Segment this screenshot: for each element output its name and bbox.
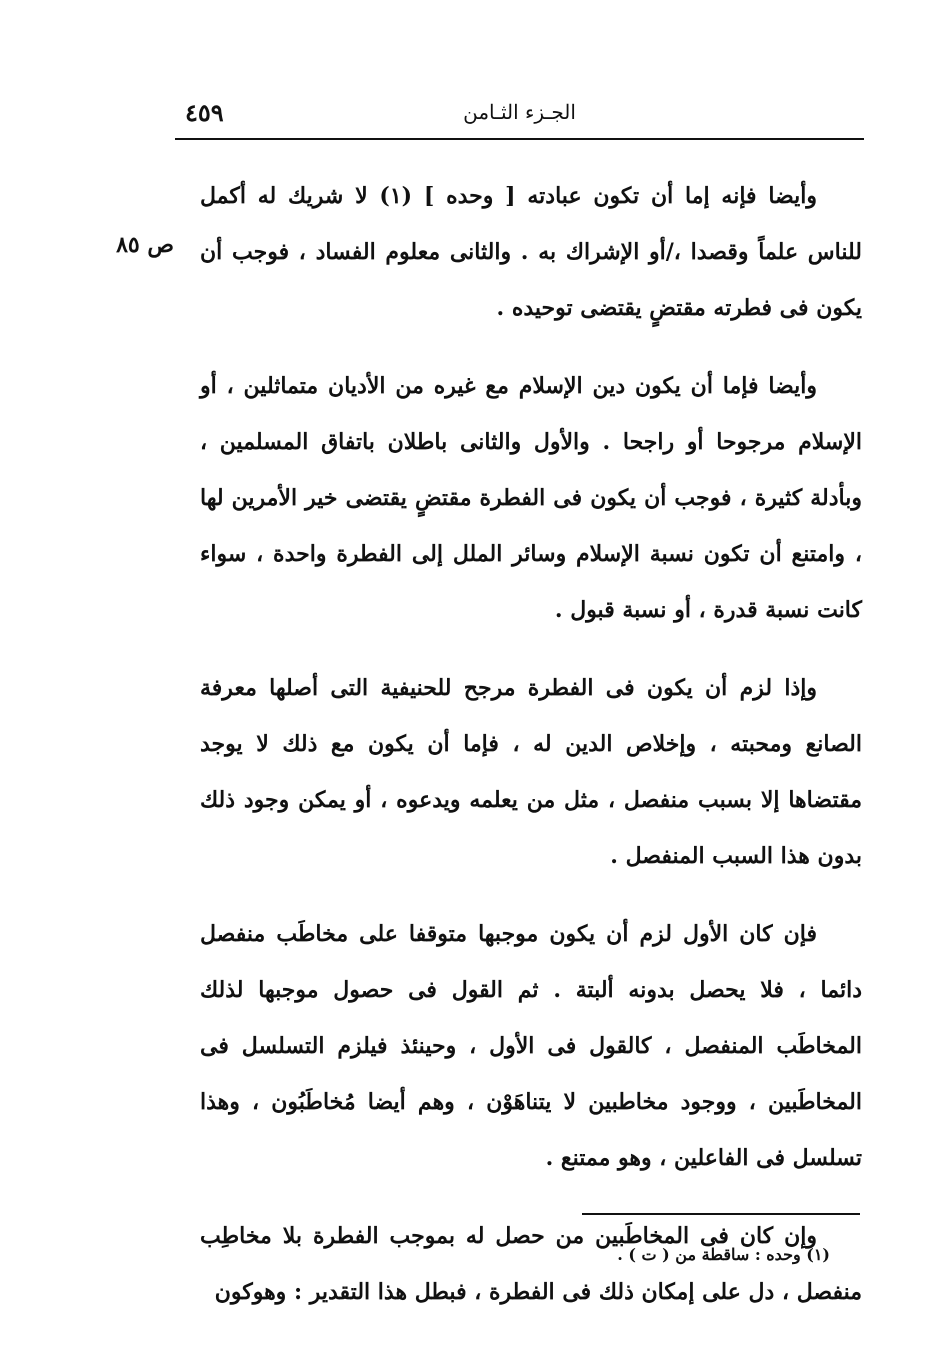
footnote: (١) وحده : ساقطة من ( ت ) . <box>617 1245 830 1264</box>
page-number: ٤٥٩ <box>185 98 224 127</box>
margin-page-reference: ص ٨٥ <box>116 232 174 258</box>
footnote-rule <box>582 1213 860 1215</box>
page-header <box>175 96 864 136</box>
paragraph: وإن كان فى المخاطَبين من حصل له بموجب الفطرة بلا مخاطِب منفصل ، دل على إمكان ذلك فى الفطرة ، فبطل هذا التقدير : وهوكون <box>200 1223 862 1305</box>
paragraph: وأيضا فإنه إما أن تكون عبادته [ وحده ] (١) لا شريك له أكمل للناس علماً وقصدا ،/أو الإشراك به . والثانى معلوم الفساد ، فوجب أن يكون فى فطرته مقتضٍ يقتضى توحيده . <box>200 183 862 321</box>
header-rule <box>175 138 864 140</box>
running-title: الجـزء الثـامن <box>463 100 576 124</box>
paragraph: فإن كان الأول لزم أن يكون موجبها متوقفا على مخاطَب منفصل دائما ، فلا يحصل بدونه ألبتة . ثم القول فى حصول موجبها لذلك المخاطَب المنفصل ، كالقول فى الأول ، وحينئذ فيلزم التسلسل فى المخاطَبين ، ووجود مخاطبين لا يتناهَوْن ، وهم أيضا مُخاطَبُون ، وهذا تسلسل فى الفاعلين ، وهو ممتنع . <box>200 921 862 1171</box>
main-text <box>200 168 862 1342</box>
paragraph: وإذا لزم أن يكون فى الفطرة مرجح للحنيفية التى أصلها معرفة الصانع ومحبته ، وإخلاص الدين له ، فإما أن يكون مع ذلك لا يوجد مقتضاها إلا بسبب منفصل ، مثل من يعلمه ويدعوه ، أو يمكن وجود ذلك بدون هذا السبب المنفصل . <box>200 675 862 869</box>
paragraph: وأيضا فإما أن يكون دين الإسلام مع غيره من الأديان متماثلين ، أو الإسلام مرجوحا أو راجحا . والأول والثانى باطلان باتفاق المسلمين ، وبأدلة كثيرة ، فوجب أن يكون فى الفطرة مقتضٍ يقتضى خير الأمرين لها ، وامتنع أن تكون نسبة الإسلام وسائر الملل إلى الفطرة واحدة ، سواء كانت نسبة قدرة ، أو نسبة قبول . <box>200 373 862 623</box>
